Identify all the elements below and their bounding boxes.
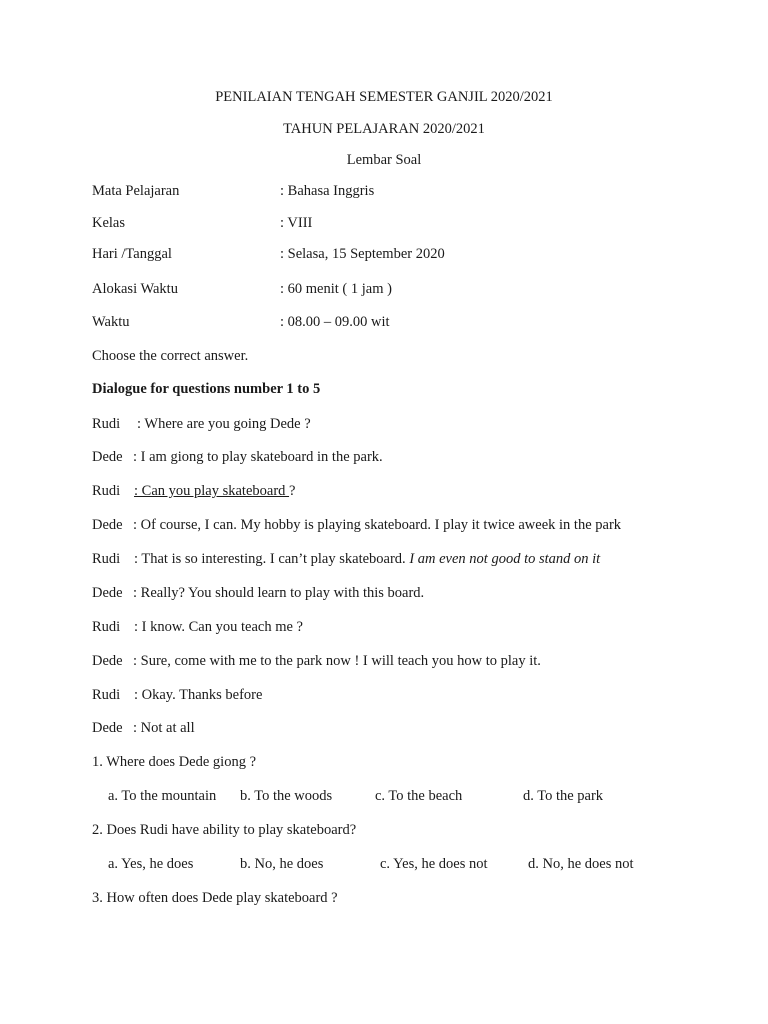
option-b: b. No, he does: [240, 856, 324, 872]
info-label-time: Waktu: [92, 314, 130, 330]
info-value-time: : 08.00 – 09.00 wit: [280, 314, 390, 330]
utterance: : I am giong to play skateboard in the park.: [133, 449, 383, 465]
sheet-title: Lembar Soal: [346, 152, 422, 168]
option-c: c. Yes, he does not: [380, 856, 488, 872]
speaker: Dede: [92, 720, 123, 736]
option-a: a. To the mountain: [108, 788, 217, 804]
info-label-subject: Mata Pelajaran: [92, 183, 180, 199]
utterance: : Sure, come with me to the park now ! I will teach you how to play it.: [133, 653, 541, 669]
info-value-duration: : 60 menit ( 1 jam ): [280, 281, 392, 297]
instruction: Choose the correct answer.: [92, 348, 249, 364]
speaker: Rudi: [92, 416, 121, 432]
dialogue-heading: Dialogue for questions number 1 to 5: [92, 381, 321, 397]
utterance: : Not at all: [133, 720, 195, 736]
option-a: a. Yes, he does: [108, 856, 194, 872]
utterance: : Okay. Thanks before: [134, 687, 263, 703]
option-d: d. To the park: [523, 788, 604, 804]
speaker: Dede: [92, 585, 123, 601]
utterance: [134, 482, 295, 500]
exam-title: PENILAIAN TENGAH SEMESTER GANJIL 2020/2021: [215, 89, 553, 105]
speaker: Dede: [92, 653, 123, 669]
speaker: Rudi: [92, 551, 121, 567]
option-b: b. To the woods: [240, 788, 333, 804]
utterance-text: : That is so interesting. I can’t play skateboard.: [134, 551, 410, 567]
utterance: : I know. Can you teach me ?: [134, 619, 303, 635]
academic-year: TAHUN PELAJARAN 2020/2021: [283, 121, 485, 137]
utterance: [134, 550, 600, 568]
info-label-duration: Alokasi Waktu: [92, 281, 178, 297]
option-d: d. No, he does not: [528, 856, 634, 872]
info-value-date: : Selasa, 15 September 2020: [280, 246, 445, 262]
info-value-class: : VIII: [280, 215, 313, 231]
speaker: Rudi: [92, 687, 121, 703]
question-2: 2. Does Rudi have ability to play skateboard?: [92, 822, 357, 838]
utterance-end: ?: [289, 483, 296, 499]
utterance: : Really? You should learn to play with this board.: [133, 585, 425, 601]
utterance: : Where are you going Dede ?: [137, 416, 311, 432]
question-1: 1. Where does Dede giong ?: [92, 754, 257, 770]
speaker: Rudi: [92, 619, 121, 635]
speaker: Dede: [92, 517, 123, 533]
option-c: c. To the beach: [375, 788, 463, 804]
info-label-class: Kelas: [92, 215, 126, 231]
speaker: Rudi: [92, 483, 121, 499]
speaker: Dede: [92, 449, 123, 465]
underlined-text: : Can you play skateboard: [134, 483, 290, 499]
question-3: 3. How often does Dede play skateboard ?: [92, 890, 338, 906]
italic-text: I am even not good to stand on it: [409, 551, 601, 567]
info-label-date: Hari /Tanggal: [92, 246, 172, 262]
info-value-subject: : Bahasa Inggris: [280, 183, 375, 199]
utterance: : Of course, I can. My hobby is playing skateboard. I play it twice aweek in the park: [133, 517, 622, 533]
